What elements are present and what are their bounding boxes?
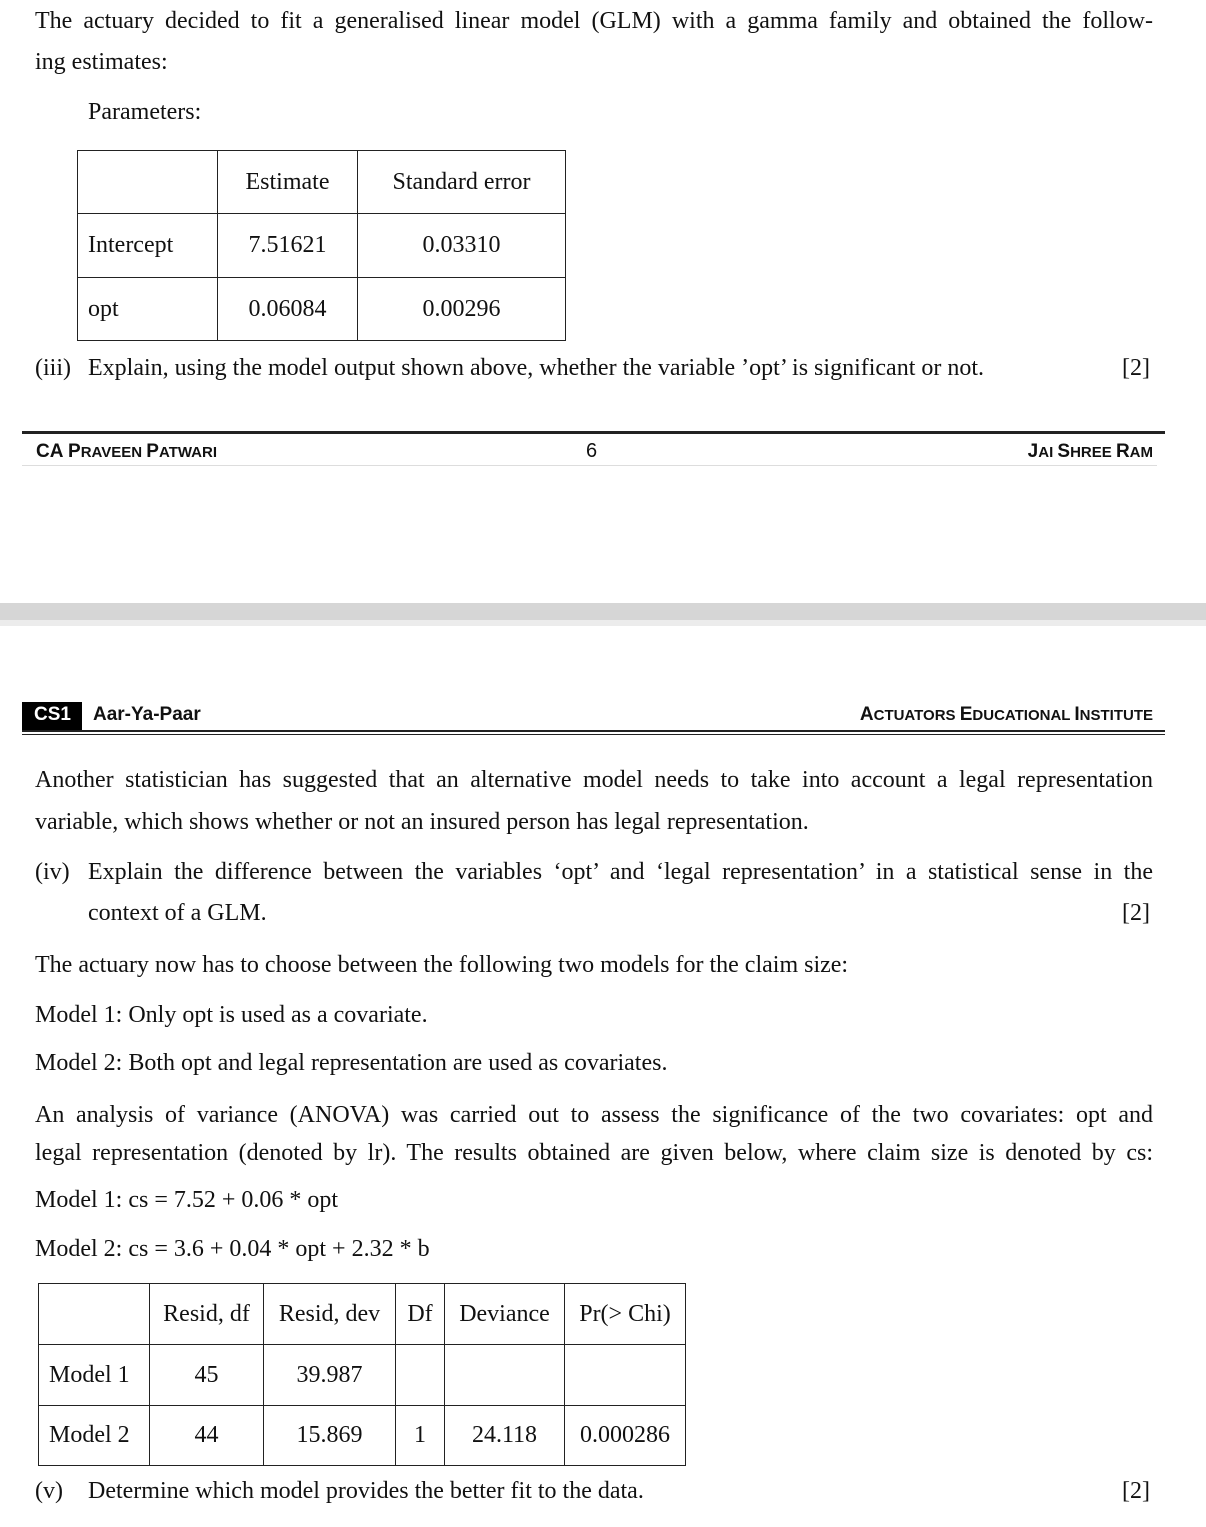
table-header-row <box>78 151 566 214</box>
question-5-marks: [2] <box>1122 1478 1150 1504</box>
table-header-standard-error: Standard error <box>358 151 566 214</box>
table-cell: 45 <box>150 1345 264 1406</box>
model-1-equation: Model 1: cs = 7.52 + 0.06 * opt <box>35 1187 339 1213</box>
footer-author: CA PRAVEEN PATWARI <box>36 441 218 462</box>
question-4-number: (iv) <box>35 859 70 885</box>
table-cell: 44 <box>150 1406 264 1466</box>
course-badge-label: CS1 <box>34 704 71 725</box>
paragraph-1-line-1: Another statistician has suggested that an alternative model needs to take into account a legal representation <box>35 767 1153 793</box>
table-row <box>78 214 566 278</box>
table-cell: Model 2 <box>39 1406 150 1466</box>
page-number: 6 <box>586 440 598 462</box>
question-3-number: (iii) <box>35 355 71 381</box>
table-cell: 15.869 <box>264 1406 396 1466</box>
table-cell <box>445 1345 565 1406</box>
footer-rule <box>22 431 1165 434</box>
table-cell: 24.118 <box>445 1406 565 1466</box>
model-1-description: Model 1: Only opt is used as a covariate. <box>35 1002 428 1028</box>
model-2-equation: Model 2: cs = 3.6 + 0.04 * opt + 2.32 * b <box>35 1236 430 1262</box>
table-header-df: Df <box>396 1284 445 1345</box>
footer-motto: JAI SHREE RAM <box>1027 441 1153 462</box>
header-institute: ACTUATORS EDUCATIONAL INSTITUTE <box>859 704 1153 725</box>
table-cell: Model 1 <box>39 1345 150 1406</box>
table-cell: 1 <box>396 1406 445 1466</box>
anova-table <box>38 1283 686 1466</box>
choose-models-line: The actuary now has to choose between the following two models for the claim size: <box>35 952 849 978</box>
table-row <box>39 1406 686 1466</box>
question-4-line-1: Explain the difference between the variables ‘opt’ and ‘legal representation’ in a statistical sense in the <box>88 859 1153 885</box>
footer-underline <box>22 465 1157 466</box>
table-cell: 0.00296 <box>358 278 566 341</box>
table-cell: 0.03310 <box>358 214 566 278</box>
header-rule-2 <box>22 734 1165 735</box>
question-3-marks: [2] <box>1122 355 1150 381</box>
page-separator-shadow <box>0 620 1206 626</box>
table-header-resid-df: Resid, df <box>150 1284 264 1345</box>
header-title: Aar-Ya-Paar <box>93 704 201 725</box>
anova-line-2: legal representation (denoted by lr). The results obtained are given below, where claim size is denoted by cs: <box>35 1140 1153 1166</box>
paragraph-1-line-2: variable, which shows whether or not an insured person has legal representation. <box>35 809 809 835</box>
table-header-row <box>39 1284 686 1345</box>
question-4-marks: [2] <box>1122 900 1150 926</box>
model-2-description: Model 2: Both opt and legal representation are used as covariates. <box>35 1050 668 1076</box>
parameters-label: Parameters: <box>88 99 202 125</box>
anova-line-1: An analysis of variance (ANOVA) was carried out to assess the significance of the two covariates: opt and <box>35 1102 1153 1128</box>
intro-line-2: ing estimates: <box>35 49 168 75</box>
table-cell <box>39 1284 150 1345</box>
table-header-p-value: Pr(> Chi) <box>565 1284 686 1345</box>
intro-line-1: The actuary decided to fit a generalised linear model (GLM) with a gamma family and obtained the follow- <box>35 8 1153 34</box>
table-cell <box>78 151 218 214</box>
table-header-resid-dev: Resid, dev <box>264 1284 396 1345</box>
table-cell: 0.000286 <box>565 1406 686 1466</box>
table-cell: 0.06084 <box>218 278 358 341</box>
table-cell: 39.987 <box>264 1345 396 1406</box>
table-cell <box>396 1345 445 1406</box>
table-cell: Intercept <box>78 214 218 278</box>
table-row <box>78 278 566 341</box>
table-cell: opt <box>78 278 218 341</box>
table-cell: 7.51621 <box>218 214 358 278</box>
question-5-number: (v) <box>35 1478 63 1504</box>
table-cell <box>565 1345 686 1406</box>
header-rule-1 <box>22 730 1165 732</box>
table-row <box>39 1345 686 1406</box>
table-header-deviance: Deviance <box>445 1284 565 1345</box>
question-4-line-2: context of a GLM. <box>88 900 267 926</box>
table-header-estimate: Estimate <box>218 151 358 214</box>
question-5-text: Determine which model provides the better fit to the data. <box>88 1478 644 1504</box>
question-3-text: Explain, using the model output shown above, whether the variable ’opt’ is significant or not. <box>88 355 985 381</box>
parameter-table <box>77 150 566 341</box>
